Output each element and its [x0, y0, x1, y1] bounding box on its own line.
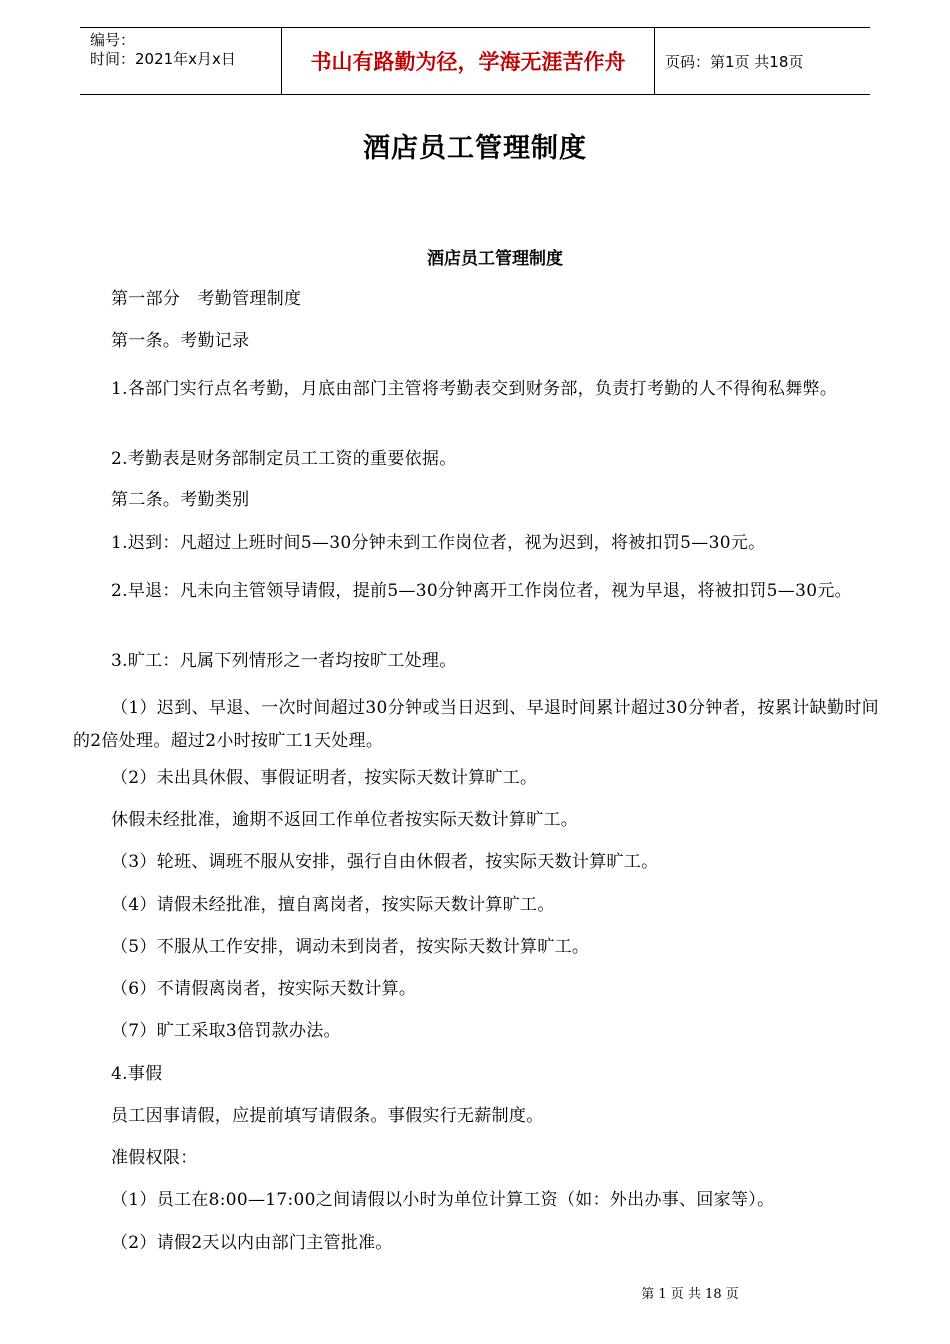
- paragraph: （3）轮班、调班不服从安排，强行自由休假者，按实际天数计算旷工。: [111, 852, 659, 872]
- paragraph: 准假权限：: [111, 1148, 198, 1168]
- time-label: 时间：2021年x月x日: [90, 50, 236, 68]
- paragraph: （2）请假2天以内由部门主管批准。: [111, 1233, 393, 1253]
- paragraph: 第一部分 考勤管理制度: [111, 289, 302, 309]
- paragraph: （1）迟到、早退、一次时间超过30分钟或当日迟到、早退时间累计超过30分钟者，按累计缺勤时间的2倍处理。超过2小时按旷工1天处理。: [73, 698, 879, 751]
- paragraph: （6）不请假离岗者，按实际天数计算。: [111, 979, 417, 999]
- paragraph: （4）请假未经批准，擅自离岗者，按实际天数计算旷工。: [111, 895, 555, 915]
- paragraph: 4.事假: [111, 1064, 163, 1084]
- paragraph: 2.早退：凡未向主管领导请假，提前5—30分钟离开工作岗位者，视为早退，将被扣罚5—30元。: [111, 581, 852, 601]
- paragraph: 第二条。考勤类别: [111, 490, 250, 510]
- paragraph: 2.考勤表是财务部制定员工工资的重要依据。: [111, 449, 457, 469]
- page-footer: 第 1 页 共 18 页: [641, 1287, 739, 1302]
- serial-label: 编号：: [90, 31, 136, 49]
- document-subtitle: 酒店员工管理制度: [427, 249, 563, 269]
- paragraph: 休假未经批准，逾期不返回工作单位者按实际天数计算旷工。: [111, 810, 579, 830]
- document-title: 酒店员工管理制度: [363, 133, 587, 164]
- paragraph: （2）未出具休假、事假证明者，按实际天数计算旷工。: [111, 768, 538, 788]
- paragraph: 第一条。考勤记录: [111, 331, 250, 351]
- paragraph: 1.各部门实行点名考勤，月底由部门主管将考勤表交到财务部，负责打考勤的人不得徇私舞弊。: [111, 379, 838, 399]
- header-page-info: 页码：第1页 共18页: [665, 52, 804, 71]
- document-header: [80, 27, 870, 95]
- header-motto: 书山有路勤为径，学海无涯苦作舟: [281, 28, 655, 94]
- paragraph: 员工因事请假，应提前填写请假条。事假实行无薪制度。: [111, 1106, 544, 1126]
- paragraph: （7）旷工采取3倍罚款办法。: [111, 1021, 341, 1041]
- paragraph: 3.旷工：凡属下列情形之一者均按旷工处理。: [111, 651, 457, 671]
- paragraph: （1）员工在8:00—17:00之间请假以小时为单位计算工资（如：外出办事、回家等）。: [111, 1190, 775, 1210]
- paragraph: 1.迟到：凡超过上班时间5—30分钟未到工作岗位者，视为迟到，将被扣罚5—30元。: [111, 533, 766, 553]
- header-meta: [80, 28, 281, 94]
- paragraph: （5）不服从工作安排，调动未到岗者，按实际天数计算旷工。: [111, 937, 590, 957]
